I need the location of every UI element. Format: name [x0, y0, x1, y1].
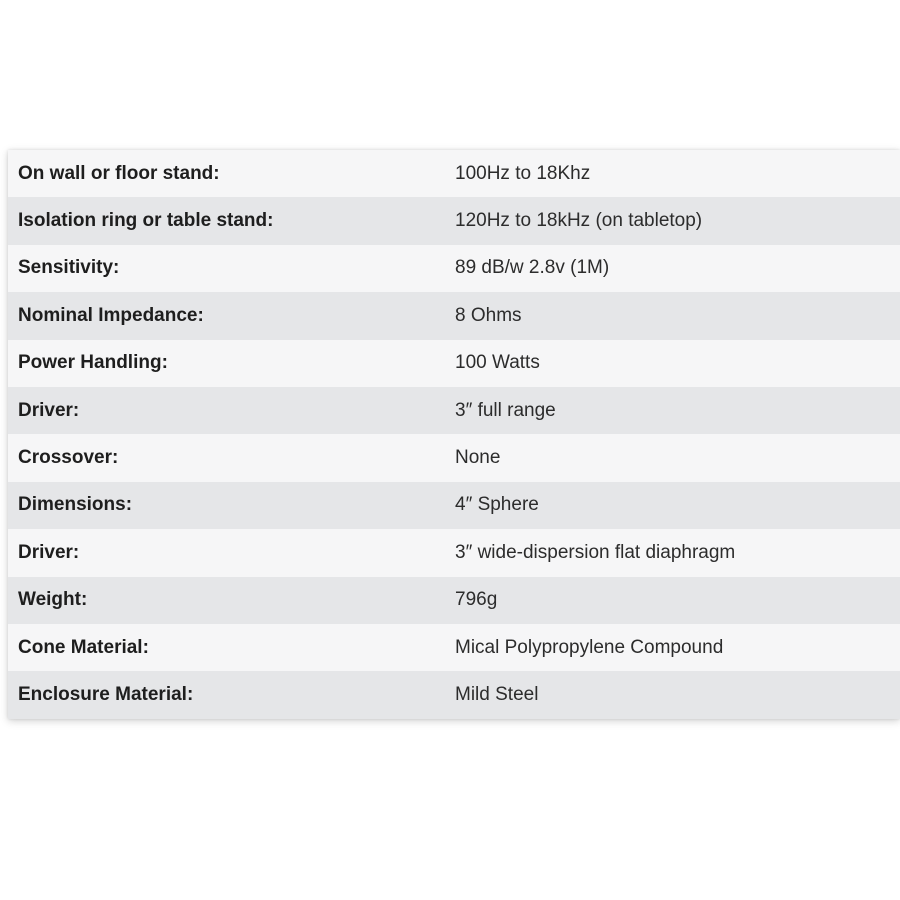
table-row [8, 624, 900, 671]
spec-label: Driver: [18, 399, 80, 421]
spec-value: None [455, 447, 501, 469]
spec-label: Weight: [18, 589, 88, 611]
spec-label: Nominal Impedance: [18, 304, 204, 326]
spec-label: Driver: [18, 541, 80, 563]
spec-value: 3″ wide-dispersion flat diaphragm [455, 541, 736, 563]
spec-value: 3″ full range [455, 399, 556, 421]
spec-label: Enclosure Material: [18, 683, 194, 705]
table-row [8, 529, 900, 576]
spec-value: 120Hz to 18kHz (on tabletop) [455, 210, 703, 232]
table-row [8, 577, 900, 624]
table-row [8, 434, 900, 481]
spec-value: 796g [455, 589, 498, 611]
spec-value: 4″ Sphere [455, 494, 539, 516]
spec-table [8, 150, 900, 719]
table-row [8, 671, 900, 718]
table-row [8, 150, 900, 197]
spec-label: Cone Material: [18, 636, 149, 658]
spec-value: 100Hz to 18Khz [455, 162, 591, 184]
table-row [8, 387, 900, 434]
spec-label: Isolation ring or table stand: [18, 210, 274, 232]
table-row [8, 482, 900, 529]
spec-value: Mild Steel [455, 683, 539, 705]
spec-label: Sensitivity: [18, 257, 120, 279]
spec-label: Power Handling: [18, 352, 168, 374]
spec-value: 100 Watts [455, 352, 540, 374]
spec-value: 8 Ohms [455, 304, 522, 326]
table-row [8, 292, 900, 339]
spec-value: 89 dB/w 2.8v (1M) [455, 257, 610, 279]
spec-label: Crossover: [18, 447, 119, 469]
spec-label: On wall or floor stand: [18, 162, 220, 184]
table-row [8, 340, 900, 387]
table-row [8, 245, 900, 292]
spec-label: Dimensions: [18, 494, 133, 516]
spec-value: Mical Polypropylene Compound [455, 636, 724, 658]
table-row [8, 197, 900, 244]
spec-table-card [8, 150, 900, 719]
